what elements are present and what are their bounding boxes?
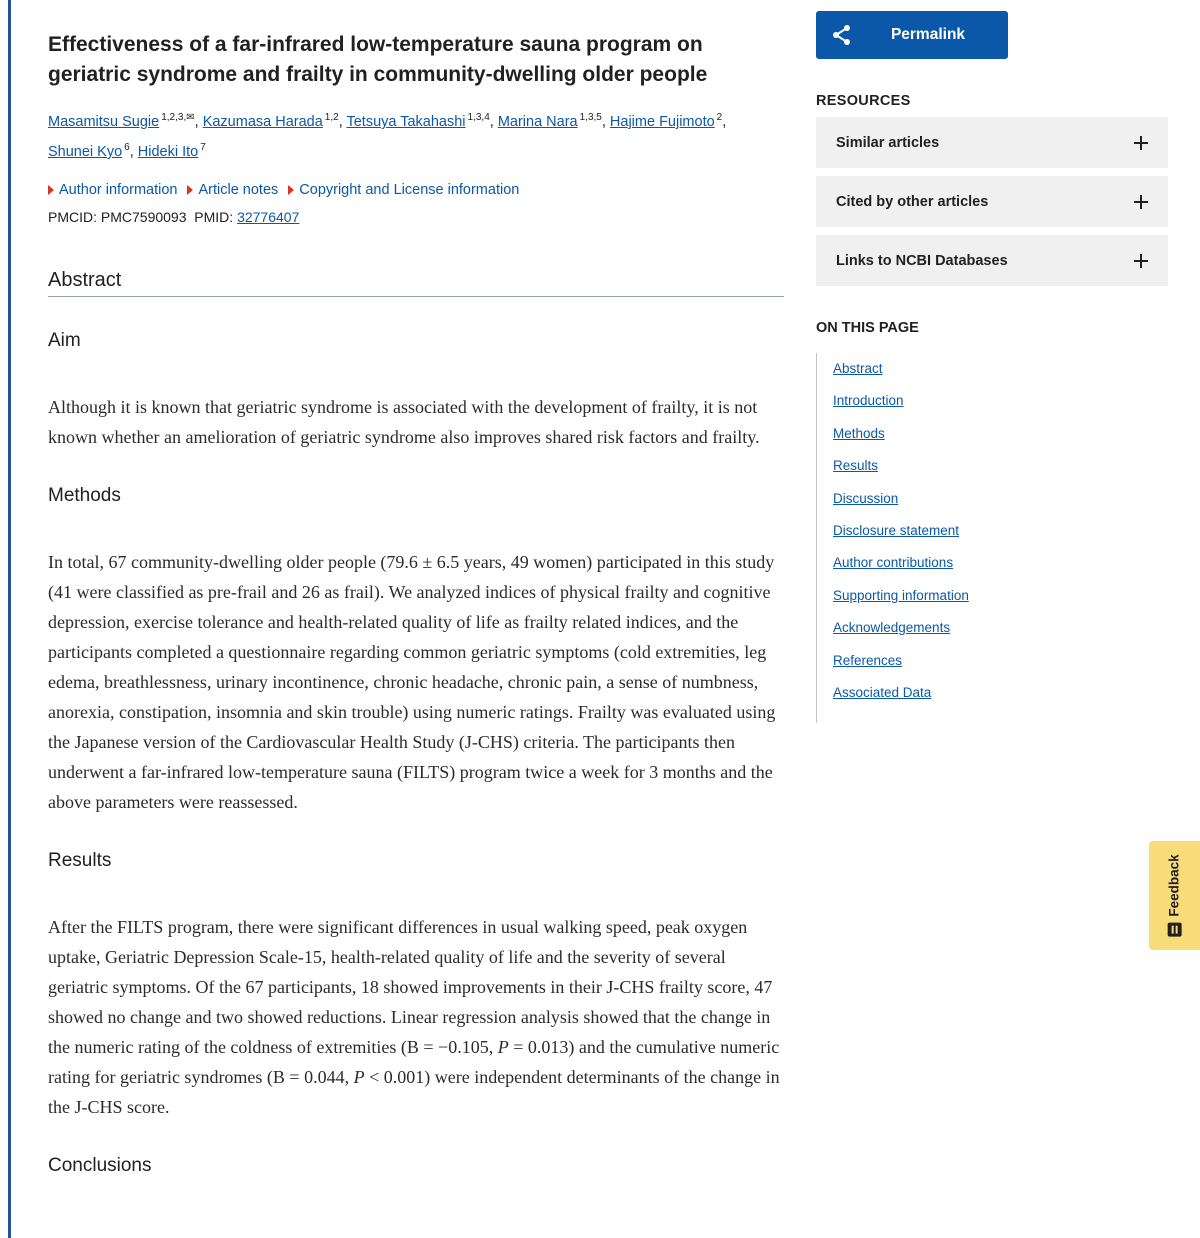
conclusions-heading: Conclusions — [48, 1155, 152, 1176]
author-affiliation[interactable]: 6 — [124, 142, 130, 153]
resources-heading: RESOURCES — [816, 93, 911, 109]
results-paragraph: After the FILTS program, there were significant differences in usual walking speed, peak oxygen uptake, Geriatric Depression Scale-15, health-related quality of life and the severity of several geriatric symptoms. Of the 67 participants, 18 showed improvements in their J-CHS frailty score, 47 showed no change and two showed reductions. Linear regression analysis showed that the change in the numeric rating of the coldness of extremities (B = −0.105, P = 0.013) and the cumulative numeric rating for geriatric syndromes (B = 0.044, P < 0.001) were independent determinants of the change in the J-CHS score. — [48, 917, 780, 1117]
toc-link-references[interactable]: References — [833, 652, 903, 668]
plus-icon — [1134, 136, 1148, 150]
author-affiliation[interactable]: 1,3,4 — [467, 112, 490, 123]
aim-paragraph: Although it is known that geriatric syndrome is associated with the development of frailty, it is not known whether an amelioration of geriatric syndrome also improves shared risk factors and frailty. — [48, 397, 760, 447]
article-main — [48, 30, 784, 1177]
author-affiliation[interactable]: 1,2,3,✉ — [161, 112, 195, 123]
pmid-link[interactable]: 32776407 — [237, 209, 300, 225]
toc-link-author-contributions[interactable]: Author contributions — [833, 555, 954, 571]
sidebar — [816, 11, 1168, 723]
article-title: Effectiveness of a far-infrared low-temperature sauna program on geriatric syndrome and frailty in community-dwelling older people — [48, 33, 708, 86]
toc-link-methods[interactable]: Methods — [833, 425, 885, 441]
pmcid: PMCID: PMC7590093 — [48, 209, 187, 225]
author-affiliation[interactable]: 7 — [200, 142, 206, 153]
feedback-button[interactable] — [1149, 841, 1200, 950]
toc-link-associated-data[interactable]: Associated Data — [833, 684, 932, 700]
cited-by-accordion[interactable]: Cited by other articles — [816, 176, 1168, 227]
caret-right-icon — [48, 185, 54, 195]
toc-link-results[interactable]: Results — [833, 458, 879, 474]
caret-right-icon — [187, 185, 193, 195]
aim-heading: Aim — [48, 330, 81, 351]
feedback-label: Feedback — [1167, 854, 1182, 917]
results-heading: Results — [48, 850, 112, 871]
on-this-page-nav — [816, 353, 1168, 723]
article-identifiers — [48, 209, 784, 225]
permalink-button[interactable] — [816, 11, 1008, 59]
article-meta-links — [48, 182, 784, 198]
author-link[interactable]: Kazumasa Harada — [202, 114, 323, 130]
similar-articles-accordion[interactable]: Similar articles — [816, 117, 1168, 168]
author-link[interactable]: Hajime Fujimoto — [609, 114, 715, 130]
toc-link-supporting-information[interactable]: Supporting information — [833, 587, 969, 603]
ncbi-databases-accordion[interactable]: Links to NCBI Databases — [816, 235, 1168, 286]
author-affiliation[interactable]: 1,2 — [324, 112, 339, 123]
methods-heading: Methods — [48, 485, 121, 506]
author-list: Masamitsu Sugie $^{1,2,3,✉}$, Kazumasa Harada $^{1,2}$, Tetsuya Takahashi $^{1,3,4}$, Marina Nara $^{1,3,5}$, Hajime Fujimoto $^2$, Shunei Kyo $^6$, Hideki Ito $^7$ — [48, 112, 727, 160]
share-icon — [822, 24, 862, 46]
author-link[interactable]: Masamitsu Sugie — [48, 114, 160, 130]
author-link[interactable]: Marina Nara — [497, 114, 578, 130]
permalink-label: Permalink — [890, 26, 966, 43]
plus-icon — [1134, 254, 1148, 268]
article-notes-toggle[interactable]: Article notes — [187, 182, 278, 198]
author-information-toggle[interactable]: Author information — [48, 182, 177, 198]
author-link[interactable]: Hideki Ito — [137, 144, 199, 160]
methods-paragraph: In total, 67 community-dwelling older people (79.6 ± 6.5 years, 49 women) participated in this study (41 were classified as pre-frail and 26 as frail). We analyzed indices of physical frailty and cognitive depression, exercise tolerance and health-related quality of life as frailty related indices, and the participants completed a questionnaire regarding common geriatric symptoms (cold extremities, leg edema, breathlessness, urinary incontinence, chronic headache, chronic pain, a sense of numbness, anorexia, constipation, insomnia and skin trouble) using numeric ratings. Frailty was evaluated using the Japanese version of the Cardiovascular Health Study (J-CHS) criteria. The participants then underwent a far-infrared low-temperature sauna (FILTS) program twice a week for 3 months and the above parameters were reassessed. — [48, 552, 776, 812]
toc-link-abstract[interactable]: Abstract — [833, 361, 883, 376]
left-accent-bar — [8, 0, 11, 1238]
feedback-icon — [1168, 923, 1182, 937]
toc-link-discussion[interactable]: Discussion — [833, 490, 899, 506]
copyright-license-toggle[interactable]: Copyright and License information — [288, 182, 519, 198]
author-affiliation[interactable]: 1,3,5 — [579, 112, 602, 123]
toc-link-disclosure[interactable]: Disclosure statement — [833, 522, 960, 538]
toc-link-introduction[interactable]: Introduction — [833, 393, 904, 409]
author-link[interactable]: Tetsuya Takahashi — [346, 114, 466, 130]
caret-right-icon — [288, 185, 294, 195]
author-link[interactable]: Shunei Kyo — [48, 144, 123, 160]
plus-icon — [1134, 195, 1148, 209]
abstract-heading: Abstract — [48, 269, 784, 297]
on-this-page-heading: ON THIS PAGE — [816, 320, 919, 336]
pmid-label: PMID: — [194, 209, 234, 225]
author-affiliation[interactable]: 2 — [716, 112, 723, 123]
toc-link-acknowledgements[interactable]: Acknowledgements — [833, 620, 951, 636]
